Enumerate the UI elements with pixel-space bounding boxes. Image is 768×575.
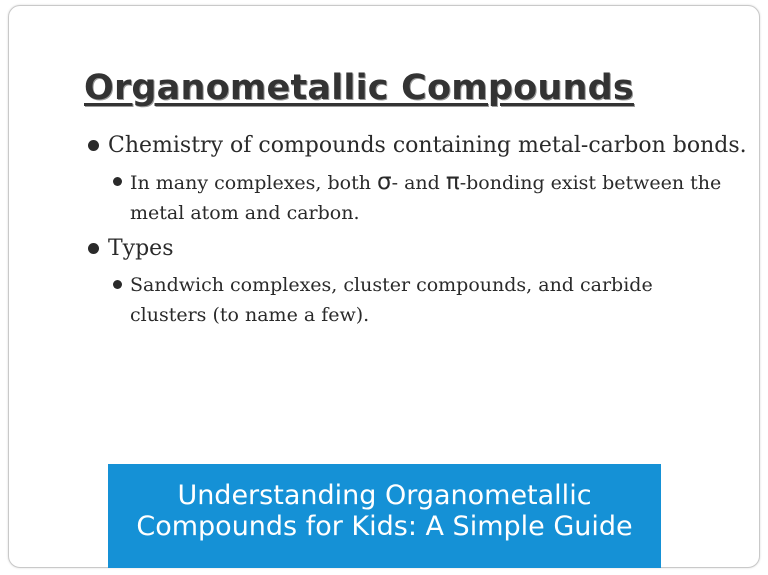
bullet-icon	[113, 280, 122, 289]
sub-bullet-text-part2: - and	[391, 172, 446, 194]
sub-bullet-item	[130, 270, 730, 330]
bullet-text: Chemistry of compounds containing metal-carbon bonds.	[108, 133, 747, 158]
sub-bullet-text-part3: -bonding exist between the metal atom and carbon.	[130, 172, 722, 224]
bullet-icon	[88, 140, 99, 151]
bullet-text: Types	[108, 236, 174, 261]
sub-bullet-item	[130, 167, 730, 228]
bullet-item	[108, 130, 747, 161]
sub-bullet-text-part1: In many complexes, both	[130, 172, 378, 194]
bullet-icon	[113, 177, 122, 186]
slide-title: Organometallic Compounds	[84, 68, 634, 108]
sigma-symbol: σ	[377, 169, 392, 195]
sub-bullet-text: Sandwich complexes, cluster compounds, and carbide clusters (to name a few).	[130, 274, 653, 326]
caption-banner	[108, 464, 661, 568]
bullet-icon	[88, 243, 99, 254]
banner-text: Understanding Organometallic Compounds for Kids: A Simple Guide	[136, 480, 633, 542]
pi-symbol: π	[445, 169, 460, 195]
bullet-item	[108, 233, 174, 264]
